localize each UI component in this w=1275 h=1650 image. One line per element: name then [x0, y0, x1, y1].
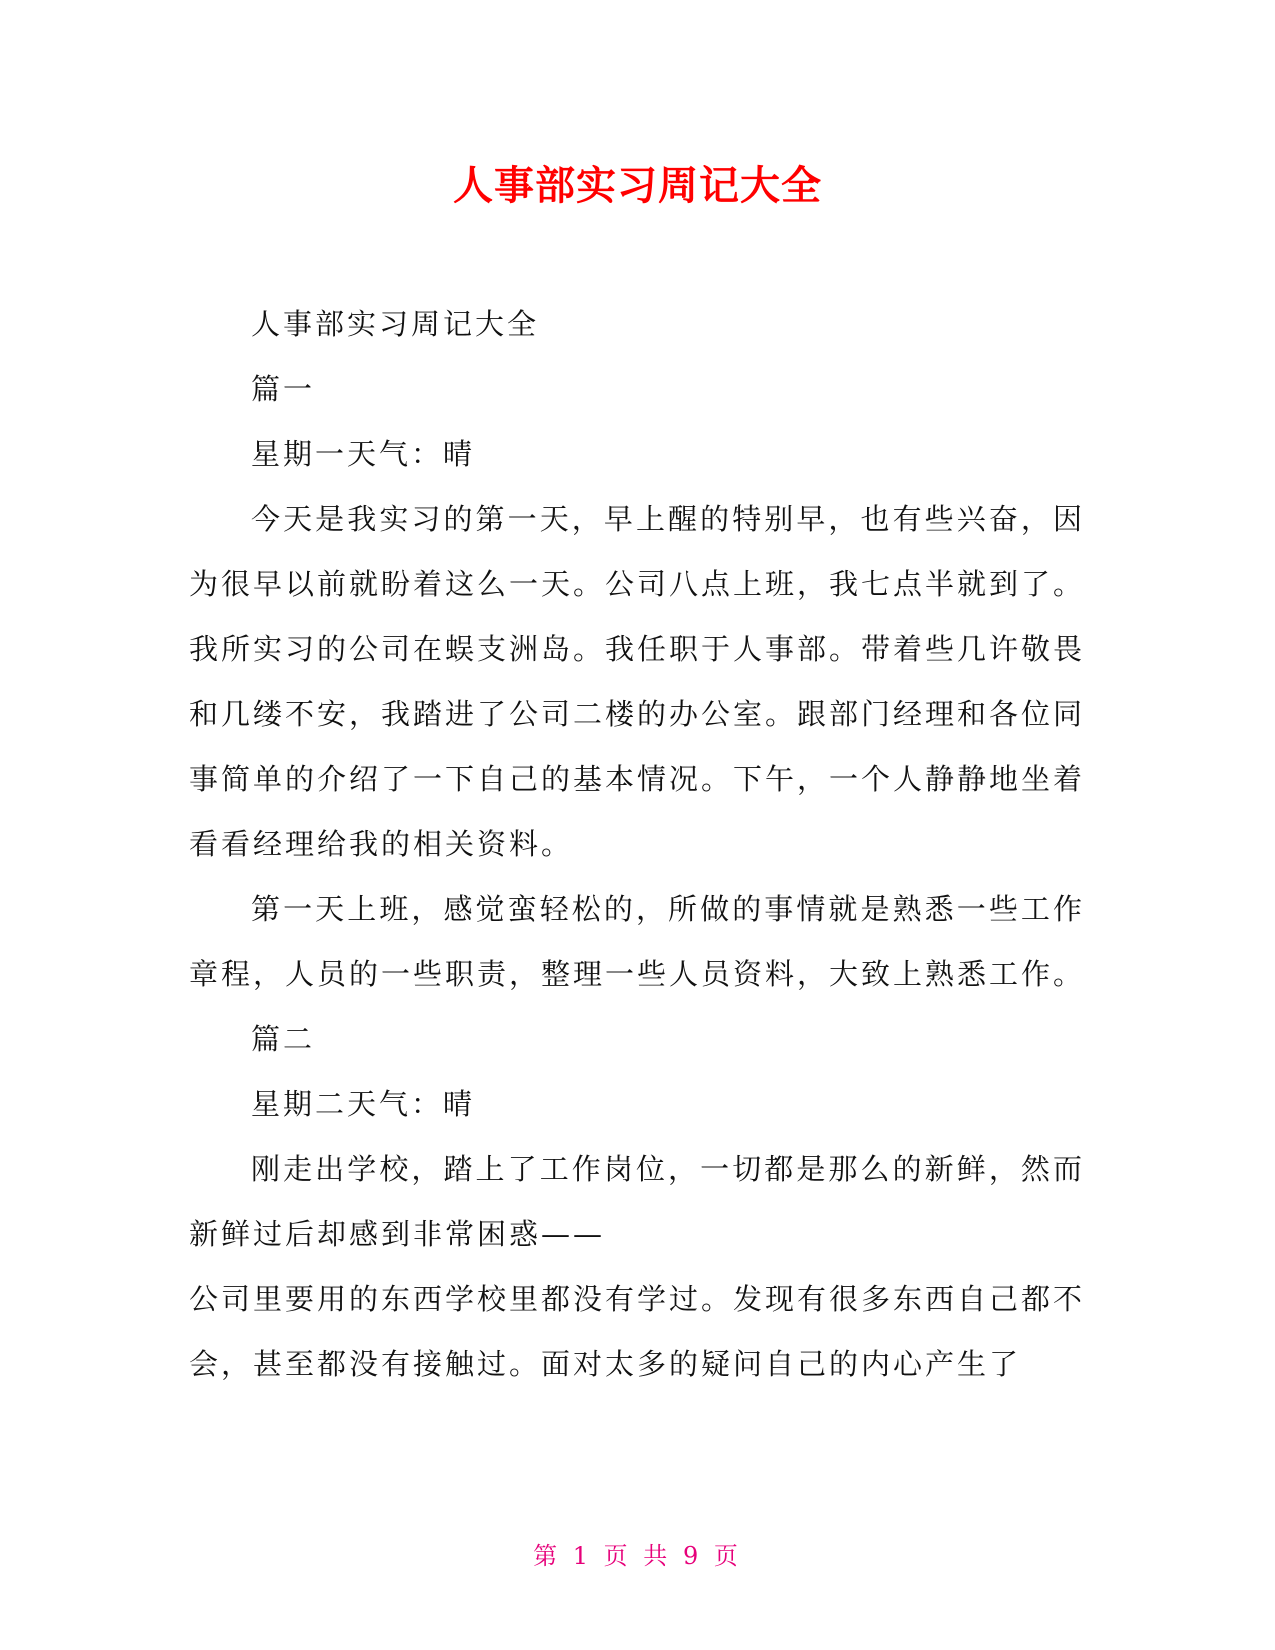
page-title: 人事部实习周记大全: [453, 163, 822, 209]
paragraph-body: 今天是我实习的第一天，早上醒的特别早，也有些兴奋，因为很早以前就盼着这么一天。公司八点上班，我七点半就到了。我所实习的公司在蜈支洲岛。我任职于人事部。带着些几许敬畏和几缕不安，我踏进了公司二楼的办公室。跟部门经理和各位同事简单的介绍了一下自己的基本情况。下午，一个人静静地坐着看看经理给我的相关资料。: [189, 502, 1086, 861]
paragraph-weather-2: 星期二天气：晴: [251, 1087, 476, 1121]
page-number-footer: 第 1 页 共 9 页: [533, 1542, 742, 1570]
paragraph-section-1: 篇一: [251, 372, 316, 406]
paragraph-body-continued: 公司里要用的东西学校里都没有学过。发现有很多东西自己都不会，甚至都没有接触过。面对太多的疑问自己的内心产生了: [189, 1282, 1086, 1381]
paragraph-section-2: 篇二: [251, 1022, 316, 1056]
paragraph-weather-1: 星期一天气：晴: [251, 437, 476, 471]
paragraph-subtitle: 人事部实习周记大全: [251, 307, 540, 341]
paragraph-body: 刚走出学校，踏上了工作岗位，一切都是那么的新鲜，然而新鲜过后却感到非常困惑——: [189, 1152, 1085, 1251]
document-body: [189, 292, 1085, 1397]
paragraph-body: 第一天上班，感觉蛮轻松的，所做的事情就是熟悉一些工作章程，人员的一些职责，整理一些人员资料，大致上熟悉工作。: [189, 892, 1086, 991]
